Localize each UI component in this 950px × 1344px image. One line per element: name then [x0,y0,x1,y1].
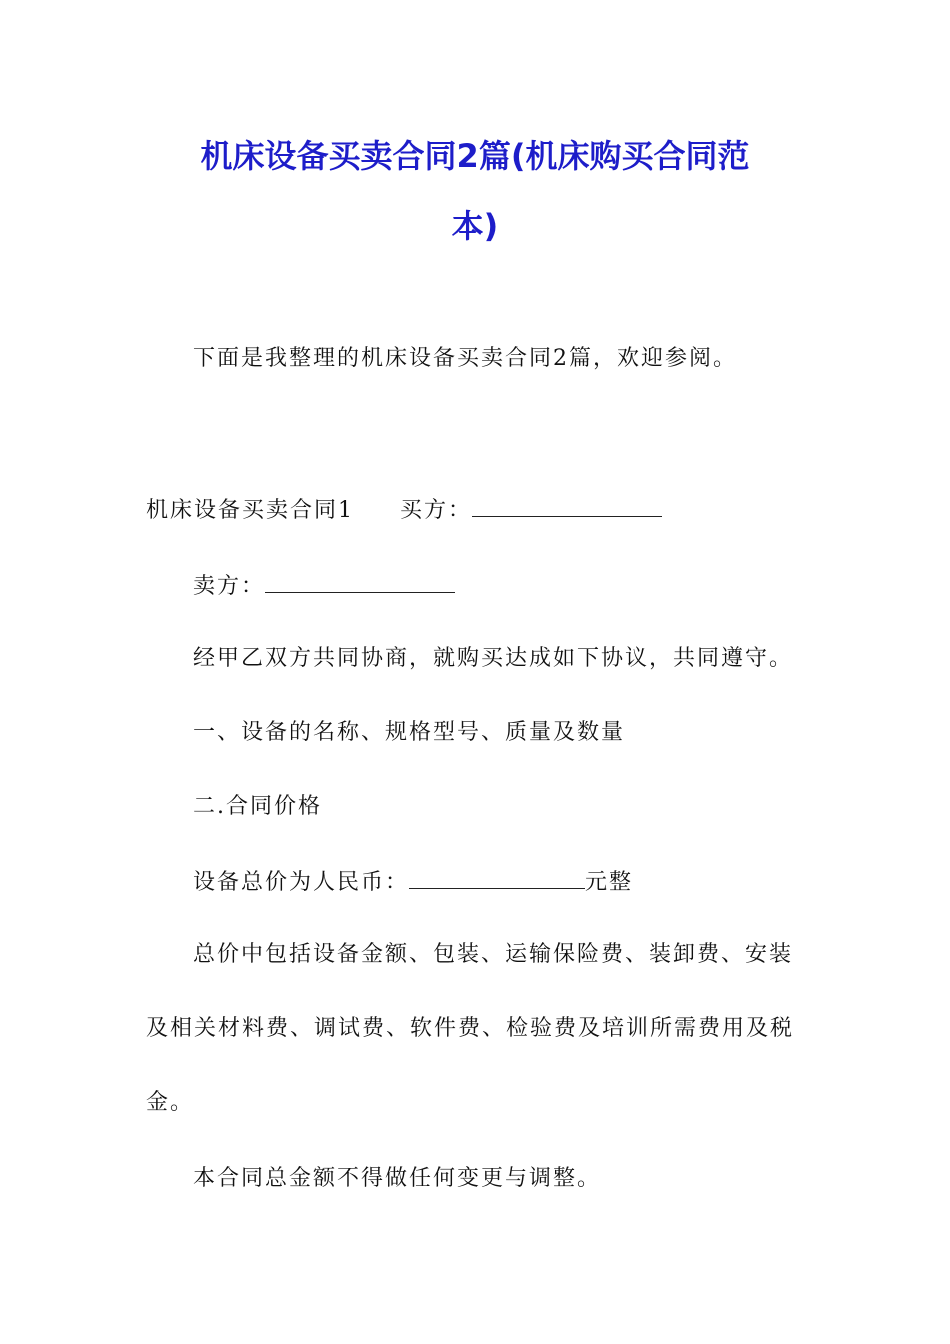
intro-paragraph: 下面是我整理的机床设备买卖合同2篇，欢迎参阅。 [193,346,737,371]
contract-heading-row [146,494,662,526]
seller-label: 卖方： [193,574,266,599]
total-price-unit: 元整 [585,870,634,895]
seller-row [193,570,455,602]
price-includes-line-2: 及相关材料费、调试费、软件费、检验费及培训所需费用及税 [146,1016,795,1041]
buyer-blank-field [472,494,662,517]
buyer-label: 买方： [400,498,473,523]
price-includes-line-3: 金。 [146,1090,195,1115]
total-price-label: 设备总价为人民币： [193,870,410,895]
section-2-heading: 二.合同价格 [193,794,322,819]
price-includes-line-1: 总价中包括设备金额、包装、运输保险费、装卸费、安装 [193,942,794,967]
contract-heading: 机床设备买卖合同1 [146,498,354,523]
section-1-heading: 一、设备的名称、规格型号、质量及数量 [193,720,626,745]
document-title-line-2: 本) [451,207,499,245]
document-title-line-1: 机床设备买卖合同2篇(机床购买合同范 [200,137,750,175]
total-price-blank-field [409,866,585,889]
no-change-paragraph: 本合同总金额不得做任何变更与调整。 [193,1166,602,1191]
seller-blank-field [265,570,455,593]
agreement-paragraph: 经甲乙双方共同协商，就购买达成如下协议，共同遵守。 [193,646,794,671]
total-price-row [193,866,633,898]
